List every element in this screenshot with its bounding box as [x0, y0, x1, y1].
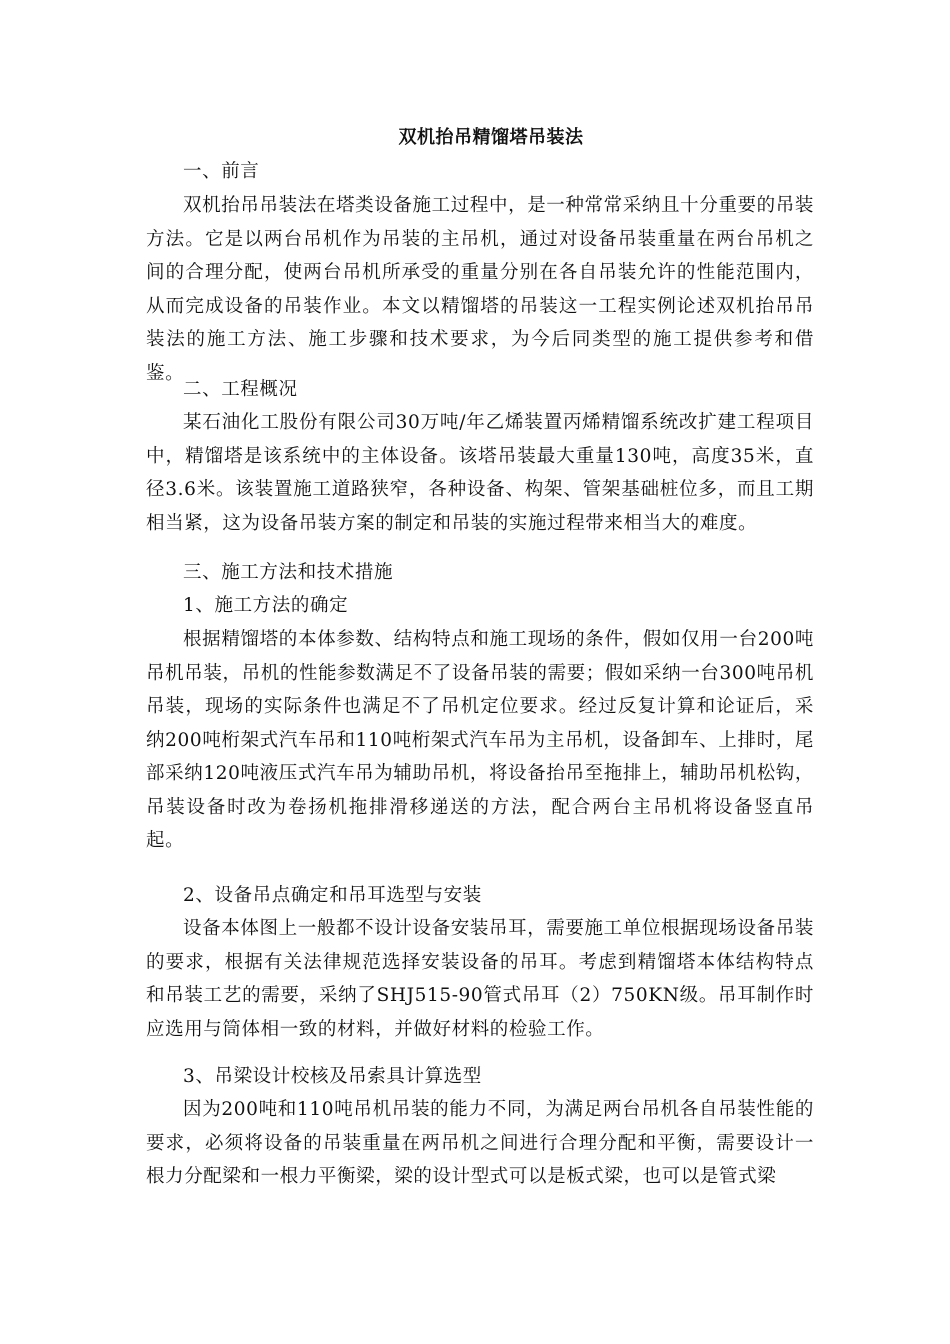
section-heading-methods: 三、施工方法和技术措施	[183, 562, 394, 583]
paragraph-method-determination: 根据精馏塔的本体参数、结构特点和施工现场的条件，假如仅用一台200吨吊机吊装，吊机的性能参数满足不了设备吊装的需要；假如采纳一台300吨吊机吊装，现场的实际条件也满足不了吊机定位要求。经过反复计算和论证后，采纳200吨桁架式汽车吊和110吨桁架式汽车吊为主吊机，设备卸车、上排时，尾部采纳120吨液压式汽车吊为辅助吊机，将设备抬吊至拖排上，辅助吊机松钩，吊装设备时改为卷扬机拖排滑移递送的方法，配合两台主吊机将设备竖直吊起。	[146, 629, 814, 851]
subsection-heading-lifting-lugs: 2、设备吊点确定和吊耳选型与安装	[183, 885, 482, 906]
paragraph-project-overview: 某石油化工股份有限公司30万吨/年乙烯装置丙烯精馏系统改扩建工程项目中，精馏塔是该系统中的主体设备。该塔吊装最大重量130吨，高度35米，直径3.6米。该装置施工道路狭窄，各种设备、构架、管架基础桩位多，而且工期相当紧，这为设备吊装方案的制定和吊装的实施过程带来相当大的难度。	[146, 412, 814, 534]
section-heading-project-overview: 二、工程概况	[183, 379, 298, 400]
subsection-heading-beam-design: 3、吊梁设计校核及吊索具计算选型	[183, 1066, 482, 1087]
section-heading-preface: 一、前言	[183, 161, 260, 182]
paragraph-lifting-lugs: 设备本体图上一般都不设计设备安装吊耳，需要施工单位根据现场设备吊装的要求，根据有关法律规范选择安装设备的吊耳。考虑到精馏塔本体结构特点和吊装工艺的需要，采纳了SHJ515-90管式吊耳（2）750KN级。吊耳制作时应选用与筒体相一致的材料，并做好材料的检验工作。	[146, 918, 814, 1040]
paragraph-preface: 双机抬吊吊装法在塔类设备施工过程中，是一种常常采纳且十分重要的吊装方法。它是以两台吊机作为吊装的主吊机，通过对设备吊装重量在两台吊机之间的合理分配，使两台吊机所承受的重量分别在各自吊装允许的性能范围内，从而完成设备的吊装作业。本文以精馏塔的吊装这一工程实例论述双机抬吊吊装法的施工方法、施工步骤和技术要求，为今后同类型的施工提供参考和借鉴。	[146, 195, 814, 384]
paragraph-beam-design: 因为200吨和110吨吊机吊装的能力不同，为满足两台吊机各自吊装性能的要求，必须将设备的吊装重量在两吊机之间进行合理分配和平衡，需要设计一根力分配梁和一根力平衡梁，梁的设计型式可以是板式梁，也可以是管式梁	[146, 1099, 814, 1187]
subsection-heading-method-determination: 1、施工方法的确定	[183, 595, 349, 616]
document-title: 双机抬吊精馏塔吊装法	[398, 127, 584, 148]
